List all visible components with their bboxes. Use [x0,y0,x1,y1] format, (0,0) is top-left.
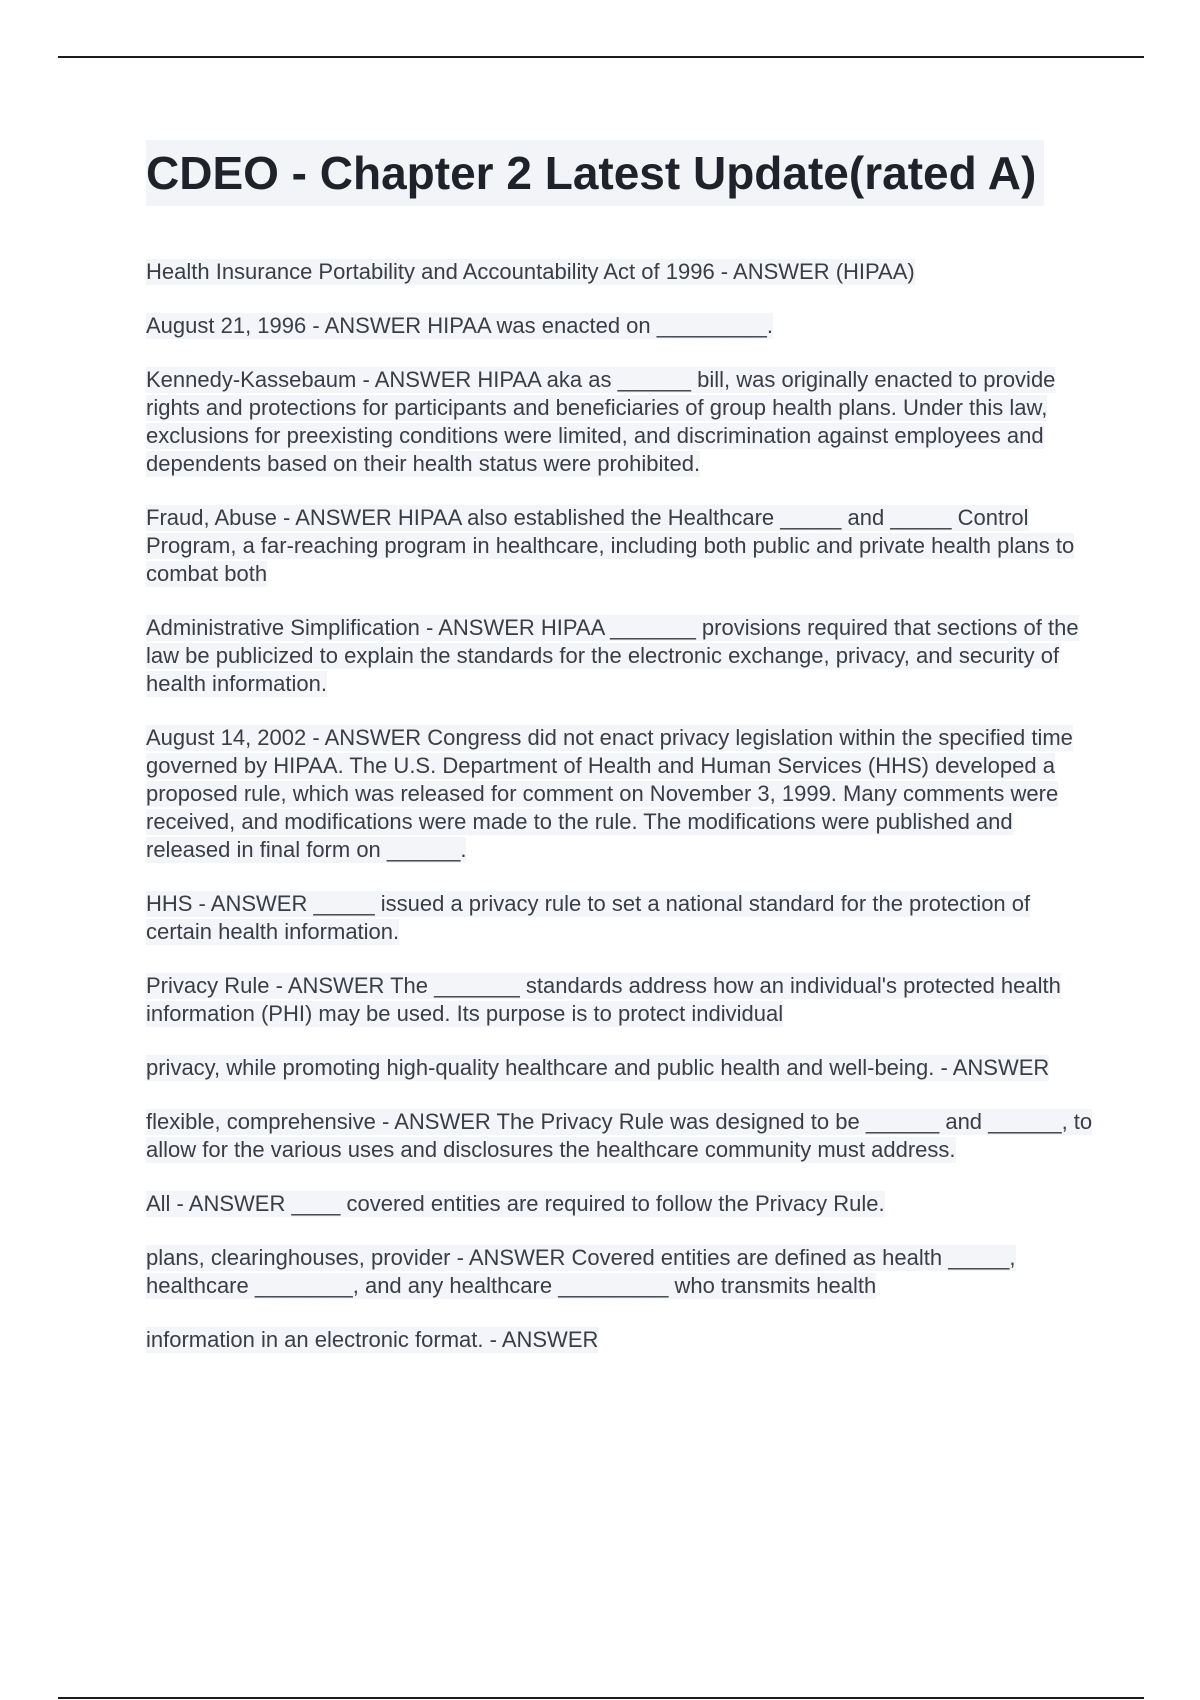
flashcard-item [146,614,1096,698]
flashcard-text: privacy, while promoting high-quality healthcare and public health and well-being. - ANSWER [146,1055,1050,1080]
flashcard-text: August 14, 2002 - ANSWER Congress did not enact privacy legislation within the specified time governed by HIPAA. The U.S. Department of Health and Human Services (HHS) developed a proposed rule, which was released for comment on November 3, 1999. Many comments were received, and modifications were made to the rule. The modifications were published and released in final form on ______. [146,725,1073,862]
flashcard-item [146,366,1096,478]
flashcard-item [146,972,1096,1028]
flashcard-item [146,1326,1096,1354]
flashcard-item [146,258,1096,286]
top-rule [58,56,1144,58]
page-title: CDEO - Chapter 2 Latest Update(rated A) [146,140,1044,206]
flashcard-text: August 21, 1996 - ANSWER HIPAA was enacted on _________. [146,313,773,338]
flashcard-text: information in an electronic format. - ANSWER [146,1327,599,1352]
flashcard-text: Administrative Simplification - ANSWER HIPAA _______ provisions required that sections of the law be publicized to explain the standards for the electronic exchange, privacy, and security of health information. [146,615,1079,696]
flashcard-item [146,504,1096,588]
bottom-rule [58,1697,1144,1699]
flashcard-item [146,1244,1096,1300]
flashcard-text: All - ANSWER ____ covered entities are required to follow the Privacy Rule. [146,1191,885,1216]
flashcard-text: Kennedy-Kassebaum - ANSWER HIPAA aka as ______ bill, was originally enacted to provide rights and protections for participants and beneficiaries of group health plans. Under this law, exclusions for preexisting conditions were limited, and discrimination against employees and dependents based on their health status were prohibited. [146,367,1056,476]
flashcard-text: flexible, comprehensive - ANSWER The Privacy Rule was designed to be ______ and ______, to allow for the various uses and disclosures the healthcare community must address. [146,1109,1093,1162]
flashcard-item [146,1108,1096,1164]
flashcard-text: HHS - ANSWER _____ issued a privacy rule to set a national standard for the protection of certain health information. [146,891,1031,944]
flashcard-text: Privacy Rule - ANSWER The _______ standards address how an individual's protected health information (PHI) may be used. Its purpose is to protect individual [146,973,1061,1026]
flashcard-text: plans, clearinghouses, provider - ANSWER Covered entities are defined as health _____, healthcare ________, and any healthcare _________ who transmits health [146,1245,1016,1298]
flashcard-text: Health Insurance Portability and Accountability Act of 1996 - ANSWER (HIPAA) [146,259,915,284]
flashcard-item [146,890,1096,946]
flashcard-item [146,724,1096,864]
flashcard-item [146,1190,1096,1218]
flashcard-list [146,258,1096,1354]
flashcard-item [146,1054,1096,1082]
flashcard-text: Fraud, Abuse - ANSWER HIPAA also established the Healthcare _____ and _____ Control Program, a far-reaching program in healthcare, including both public and private health plans to combat both [146,505,1075,586]
document-body [146,140,1096,1380]
flashcard-item [146,312,1096,340]
